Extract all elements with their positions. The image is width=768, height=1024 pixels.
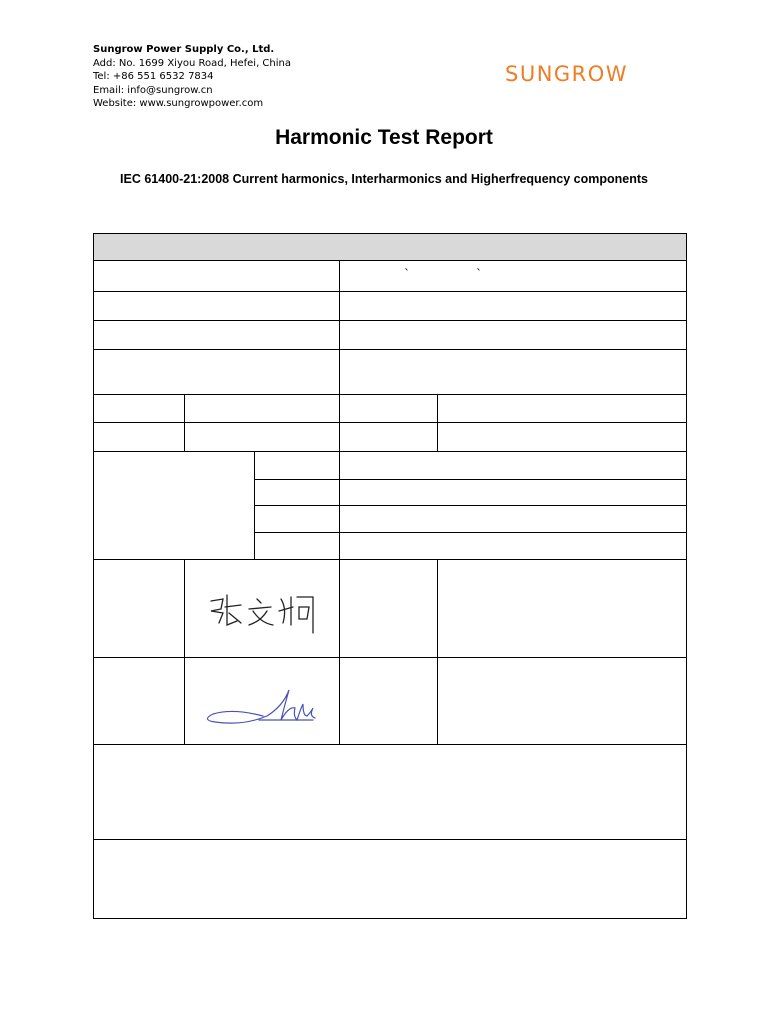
company-email: Email: info@sungrow.cn (93, 84, 213, 96)
company-address: Add: No. 1699 Xiyou Road, Hefei, China (93, 57, 291, 69)
company-name: Sungrow Power Supply Co., Ltd. (93, 44, 275, 55)
report-title: Harmonic Test Report (275, 126, 493, 149)
sungrow-logo: SUNGROW (505, 62, 629, 86)
row1-mark-1: ` (404, 267, 410, 281)
signature-latin (203, 686, 323, 736)
company-tel: Tel: +86 551 6532 7834 (93, 71, 214, 82)
signature-chinese (203, 585, 323, 645)
report-subtitle: IEC 61400-21:2008 Current harmonics, Interharmonics and Higherfrequency components (120, 172, 648, 186)
company-website: Website: www.sungrowpower.com (93, 98, 264, 109)
row1-mark-2: ` (476, 267, 482, 281)
